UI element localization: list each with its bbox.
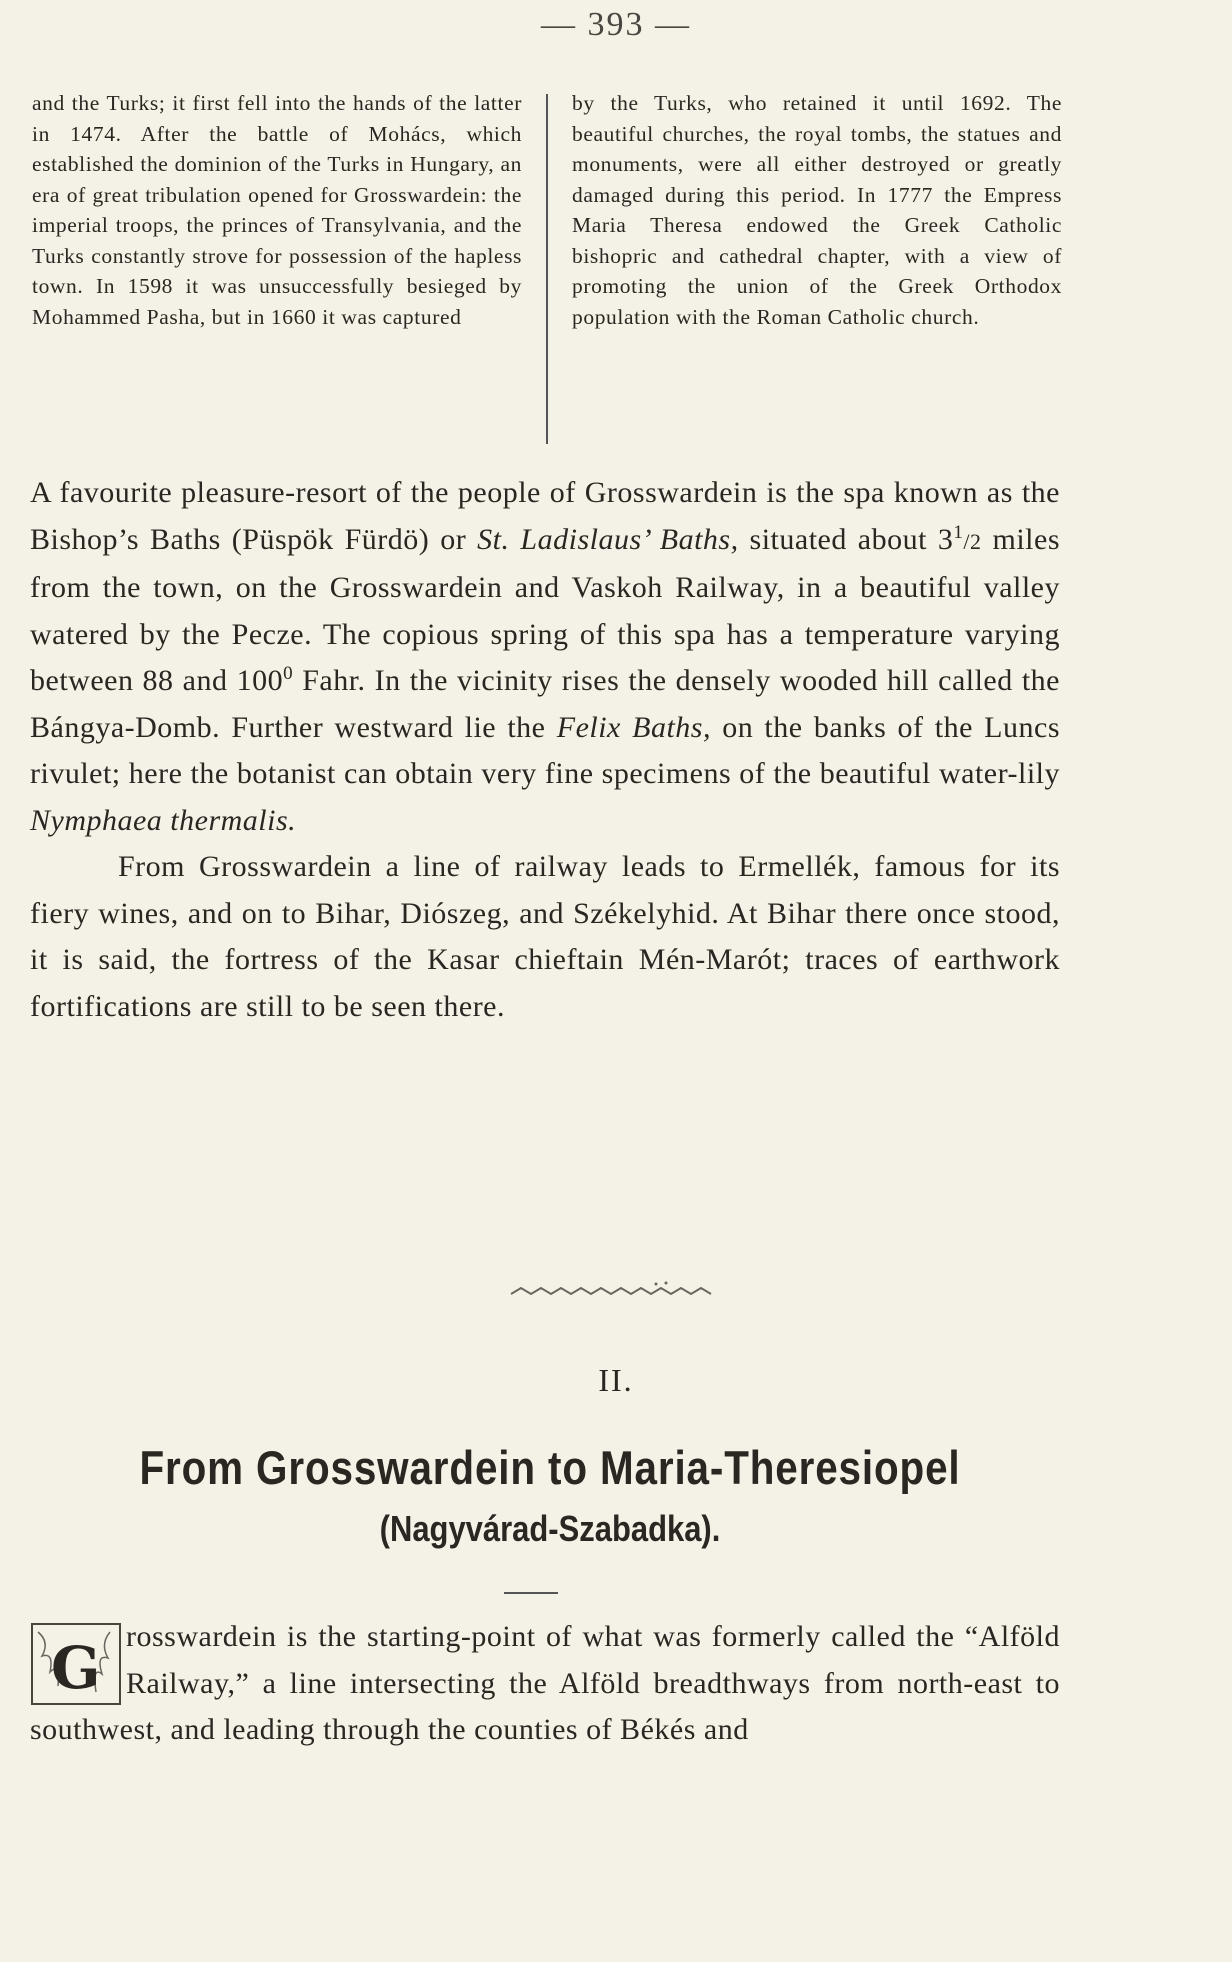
paragraph-railway: From Grosswardein a line of railway leads to Ermellék, famous for its fiery wines, and on to Bihar, Diószeg, and Székelyhid. At Bihar there once stood, it is said, the fortress of the Kasar chieftain Mén-Marót; traces of earthwork fortifications are still to be seen there.: [30, 850, 1060, 1023]
fraction-denominator: /2: [963, 528, 982, 554]
right-column-text: by the Turks, who retained it until 1692. The beautiful churches, the royal tombs, the statues and monuments, were all either destroyed or greatly damaged during this period. In 1777 the Empress Maria Theresa endowed the Greek Catholic bishopric and cathedral chapter, with a view of promoting the union of the Greek Orthodox population with the Roman Catholic church.: [572, 91, 1062, 329]
chapter-title: From Grosswardein to Maria-Theresiopel: [139, 1441, 961, 1494]
italic-st-ladislaus-baths: St. Ladislaus’ Baths,: [477, 522, 739, 556]
decorative-drop-cap: [30, 1622, 122, 1706]
left-column-text: and the Turks; it first fell into the hands of the latter in 1474. After the battle of Mohács, which established the dominion of the Turks in Hungary, an era of great tribulation opened for Grosswardein: the imperial troops, the princes of Transylvania, and the Turks constantly strove for possession of the hapless town. In 1598 it was unsuccessfully besieged by Mohammed Pasha, but in 1660 it was captured: [32, 91, 522, 329]
italic-nymphaea-thermalis: Nymphaea thermalis.: [30, 803, 297, 837]
section-number: II.: [598, 1362, 634, 1398]
short-rule: [504, 1592, 558, 1594]
italic-felix-baths: Felix Baths,: [556, 710, 711, 744]
main-text: [30, 470, 1060, 1030]
degree-sign: 0: [283, 663, 294, 684]
paragraph-alfold: rosswardein is the starting-point of what was formerly called the “Alföld Railway,” a line intersecting the Alföld breadthways from north-east to southwest, and leading through the counties of Békés and: [30, 1620, 1060, 1746]
ornament-divider: [0, 1280, 1232, 1309]
chapter-subtitle: (Nagyvárad-Szabadka).: [379, 1508, 721, 1549]
drop-cap-letter: G: [50, 1634, 102, 1702]
paragraph-spa: A favourite pleasure-resort of the people of Grosswardein is the spa known as the Bishop’s Baths (Püspök Fürdö) or St. Ladislaus’ Baths, situated about $3^1/2$ miles from the town, on the Grosswardein and Vaskoh Railway, in a beautiful valley watered by the Pecze. The copious spring of this spa has a temperature varying between 88 and $100^0$ Fahr. In the vicinity rises the densely wooded hill called the Bángya-Domb. Further westward lie the Felix Baths, on the banks of the Luncs rivulet; here the botanist can obtain very fine specimens of the beautiful water-lily Nymphaea thermalis.: [30, 476, 1061, 837]
two-column-block: [32, 88, 1062, 448]
fraction-numerator: 1: [953, 521, 964, 543]
column-divider: [546, 94, 548, 444]
page-number: — 393 —: [541, 6, 691, 43]
final-paragraph-block: [30, 1614, 1060, 1754]
